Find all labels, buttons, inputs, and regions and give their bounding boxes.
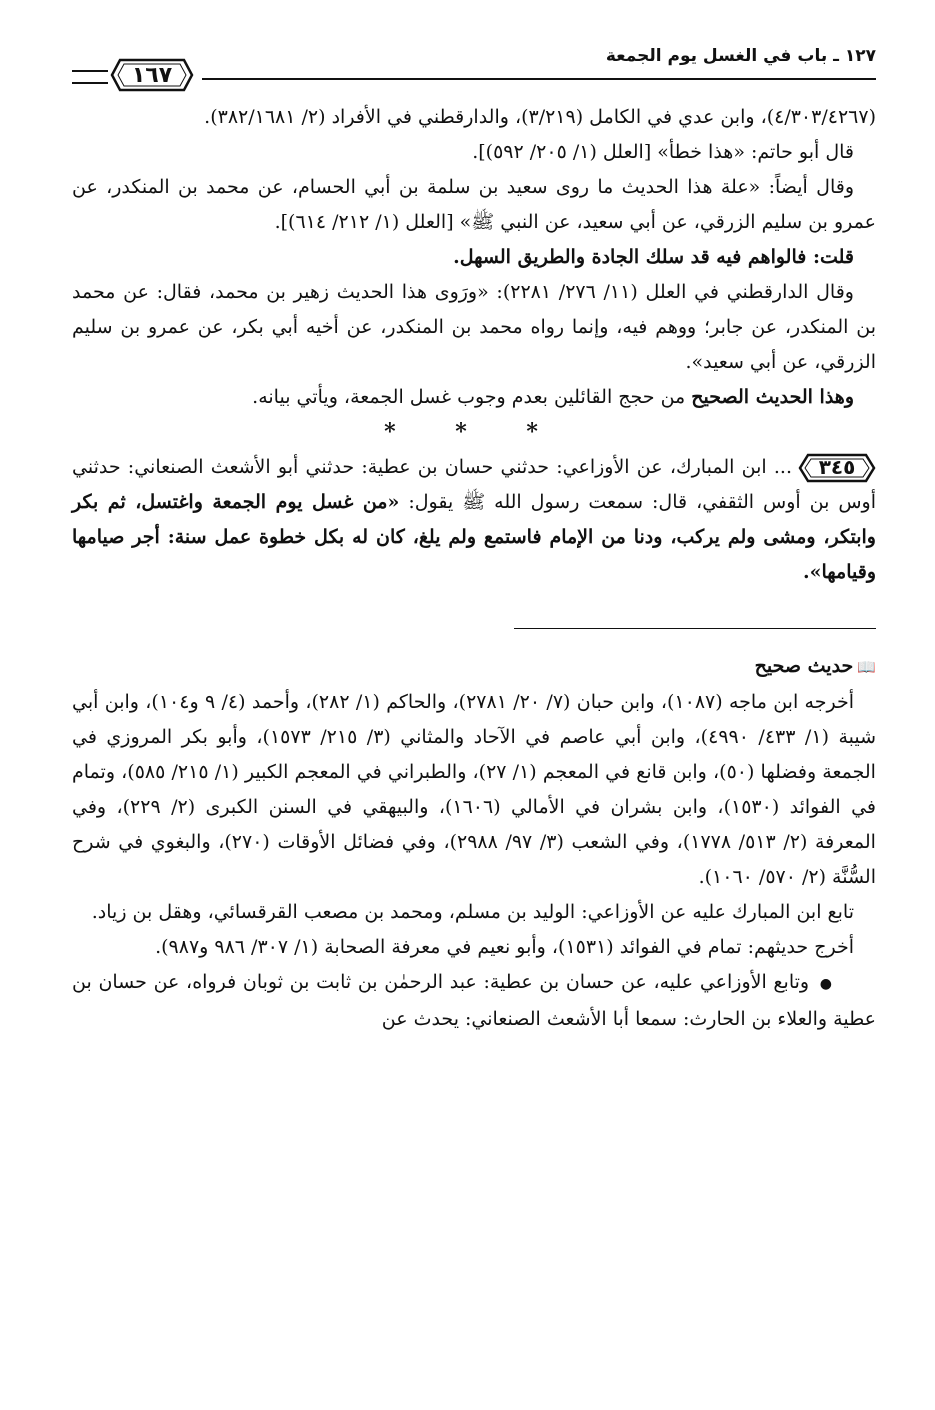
hadith-chain: ... ابن المبارك، عن الأوزاعي: حدثني حسان بن عطية: حدثني أبو الأشعث الصنعاني: حدثني أوس بن أوس الثقفي، قال: سمعت رسول الله ﷺ يقول: bbox=[72, 456, 877, 513]
footnote-text: وتابع الأوزاعي عليه، عن حسان بن عطية: عبد الرحمٰن بن ثابت بن ثوبان فرواه، عن حسان بن عطية والعلاء بن الحارث: سمعا أبا الأشعث الصنعاني: يحدث عن bbox=[72, 971, 876, 1030]
hadith-number-ornament bbox=[798, 453, 876, 483]
book-page bbox=[72, 38, 876, 1398]
paragraph: وقال الدارقطني في العلل (١١/ ٢٧٦/ ٢٢٨١): «ورَوى هذا الحديث زهير بن محمد، فقال: عن محمد بن المنكدر، عن جابر؛ ووهم فيه، وإنما رواه محمد بن المنكدر، عن أخيه أبي بكر، عن عمرو بن سليم الزرقي، عن أبي سعيد». bbox=[72, 281, 876, 373]
bullet-icon: ● bbox=[819, 976, 832, 992]
hadith-paragraph bbox=[72, 450, 876, 590]
page-number: ١٦٧ bbox=[131, 62, 173, 88]
paragraph: (٤/٣٠٣/٤٢٦٧)، وابن عدي في الكامل (٣/٢١٩)، والدارقطني في الأفراد (٢/ ٣٨٢/١٦٨١). bbox=[204, 106, 876, 128]
footnote-paragraph: أخرج حديثهم: تمام في الفوائد (١٥٣١)، وأبو نعيم في معرفة الصحابة (١/ ٣٠٧/ ٩٨٦ و٩٨٧). bbox=[155, 936, 854, 958]
chapter-title: ١٢٧ ـ باب في الغسل يوم الجمعة bbox=[605, 46, 876, 66]
grade-text: حديث صحيح bbox=[754, 655, 854, 677]
main-text bbox=[72, 100, 876, 1037]
hadith-matn: «من غسل يوم الجمعة واغتسل، ثم بكر وابتكر، ومشى ولم يركب، ودنا من الإمام فاستمع ولم يلغ، كان له بكل خطوة عمل سنة: أجر صيامها وقيامها». bbox=[72, 491, 876, 583]
page-header bbox=[72, 38, 876, 100]
footnote-paragraph bbox=[72, 965, 876, 1037]
paragraph: قال أبو حاتم: «هذا خطأ» [العلل (١/ ٢٠٥/ ٥٩٢)]. bbox=[472, 141, 854, 163]
hadith-grade bbox=[72, 649, 876, 685]
qultu-label: قلت: bbox=[812, 246, 854, 268]
header-rule bbox=[202, 78, 876, 80]
footnote-paragraph: أخرجه ابن ماجه (١٠٨٧)، وابن حبان (٧/ ٢٠/ ٢٧٨١)، والحاكم (١/ ٢٨٢)، وأحمد (٤/ ٩ و١٠٤)، وابن أبي شيبة (١/ ٤٣٣/ ٤٩٩٠)، وابن أبي عاصم في الآحاد والمثاني (٣/ ٢١٥/ ١٥٧٣)، وأبو بكر المروزي في الجمعة وفضلها (٥٠)، وابن قانع في المعجم (١/ ٢٧)، والطبراني في المعجم الكبير (١/ ٢١٥/ ٥٨٥)، وتمام في الفوائد (١٥٣٠)، وابن بشران في الأمالي (١٦٠٦)، والبيهقي في السنن الكبرى (٢/ ٢٢٩)، وفي المعرفة (٢/ ٥١٣/ ١٧٧٨)، وفي الشعب (٣/ ٩٧/ ٢٩٨٨)، وفي فضائل الأوقات (٢٧٠)، والبغوي في شرح السُّنَّة (٢/ ٥٧٠/ ١٠٦٠). bbox=[72, 691, 877, 888]
page-number-ornament bbox=[72, 58, 200, 94]
paragraph-text: فالواهم فيه قد سلك الجادة والطريق السهل. bbox=[453, 246, 813, 268]
paragraph bbox=[72, 240, 876, 275]
paragraph: وقال أيضاً: «علة هذا الحديث ما روى سعيد بن سلمة بن أبي الحسام، عن محمد بن المنكدر، عن عمرو بن سليم الزرقي، عن أبي سعيد، عن النبي ﷺ» [العلل (١/ ٢١٢/ ٦١٤)]. bbox=[72, 176, 876, 233]
section-separator: * * * bbox=[384, 419, 564, 445]
paragraph bbox=[72, 380, 876, 415]
paragraph-text: من حجج القائلين بعدم وجوب غسل الجمعة، ويأتي بيانه. bbox=[252, 386, 692, 408]
page-number-double-rule bbox=[72, 70, 108, 84]
footnote-paragraph: تابع ابن المبارك عليه عن الأوزاعي: الوليد بن مسلم، ومحمد بن مصعب القرقسائي، وهقل بن زياد. bbox=[91, 901, 854, 923]
bold-phrase: وهذا الحديث الصحيح bbox=[691, 386, 854, 408]
hadith-number: ٣٤٥ bbox=[818, 455, 856, 479]
footnote-rule bbox=[514, 628, 876, 629]
book-icon: 📖 bbox=[857, 658, 876, 676]
